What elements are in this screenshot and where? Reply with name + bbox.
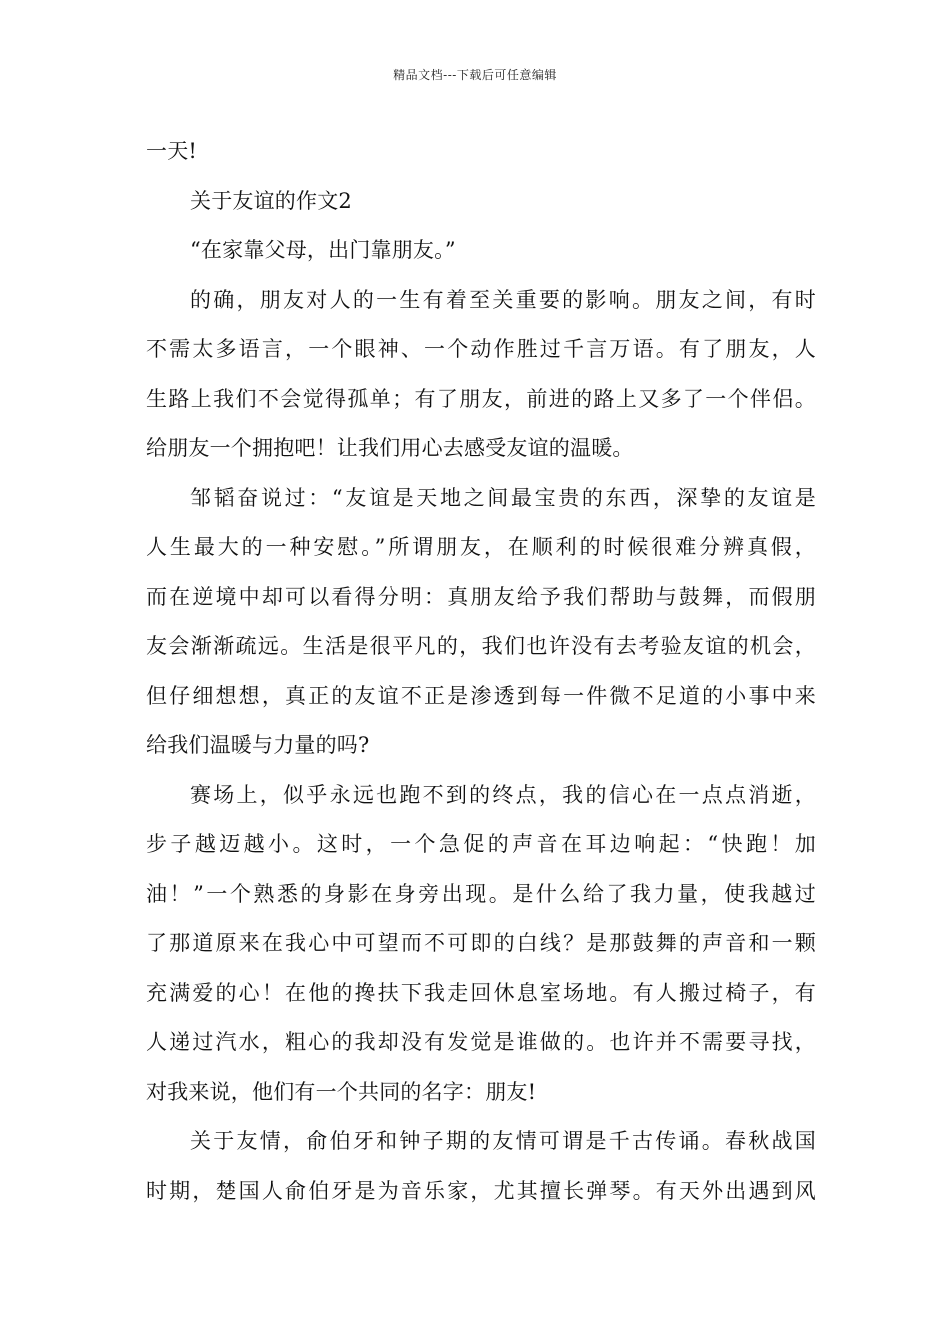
text-line: 对我来说，他们有一个共同的名字：朋友! xyxy=(146,1079,537,1104)
text-line: 给朋友一个拥抱吧！让我们用心去感受友谊的温暖。 xyxy=(146,436,634,460)
text-line: 油！”一个熟悉的身影在身旁出现。是什么给了我力量，使我越过 xyxy=(146,881,816,906)
text-line: 一天! xyxy=(146,139,198,163)
text-line: 给我们温暖与力量的吗? xyxy=(146,733,370,757)
text-line: 友会渐渐疏远。生活是很平凡的，我们也许没有去考验友谊的机会， xyxy=(146,634,816,658)
text-line: 邹韬奋说过：“友谊是天地之间最宝贵的东西，深挚的友谊是 xyxy=(190,485,816,510)
text-line: 时期，楚国人俞伯牙是为音乐家，尤其擅长弹琴。有天外出遇到风 xyxy=(146,1178,816,1203)
text-line: 生路上我们不会觉得孤单；有了朋友，前进的路上又多了一个伴侣。 xyxy=(146,386,816,411)
text-line: 不需太多语言，一个眼神、一个动作胜过千言万语。有了朋友，人 xyxy=(146,337,816,361)
text-line: 充满爱的心！在他的搀扶下我走回休息室场地。有人搬过椅子，有 xyxy=(146,980,816,1005)
text-line: 而在逆境中却可以看得分明：真朋友给予我们帮助与鼓舞，而假朋 xyxy=(146,584,816,609)
text-line: 人递过汽水，粗心的我却没有发觉是谁做的。也许并不需要寻找， xyxy=(146,1030,816,1054)
text-line: 了那道原来在我心中可望而不可即的白线？是那鼓舞的声音和一颗 xyxy=(146,931,816,955)
text-line: 但仔细想想，真正的友谊不正是渗透到每一件微不足道的小事中来 xyxy=(146,683,816,708)
text-line: 步子越迈越小。这时，一个急促的声音在耳边响起：“快跑！加 xyxy=(146,832,816,856)
text-line: 人生最大的一种安慰。”所谓朋友，在顺利的时候很难分辨真假， xyxy=(146,535,816,559)
text-line: “在家靠父母，出门靠朋友。” xyxy=(190,238,456,262)
text-line: 赛场上，似乎永远也跑不到的终点，我的信心在一点点消逝， xyxy=(190,782,816,807)
document-body xyxy=(146,127,816,1216)
page-header: 精品文档---下载后可任意编辑 xyxy=(393,68,557,82)
text-line: 的确，朋友对人的一生有着至关重要的影响。朋友之间，有时 xyxy=(190,287,816,312)
essay-title: 关于友谊的作文2 xyxy=(190,188,352,213)
text-line: 关于友情，俞伯牙和钟子期的友情可谓是千古传诵。春秋战国 xyxy=(190,1129,816,1153)
